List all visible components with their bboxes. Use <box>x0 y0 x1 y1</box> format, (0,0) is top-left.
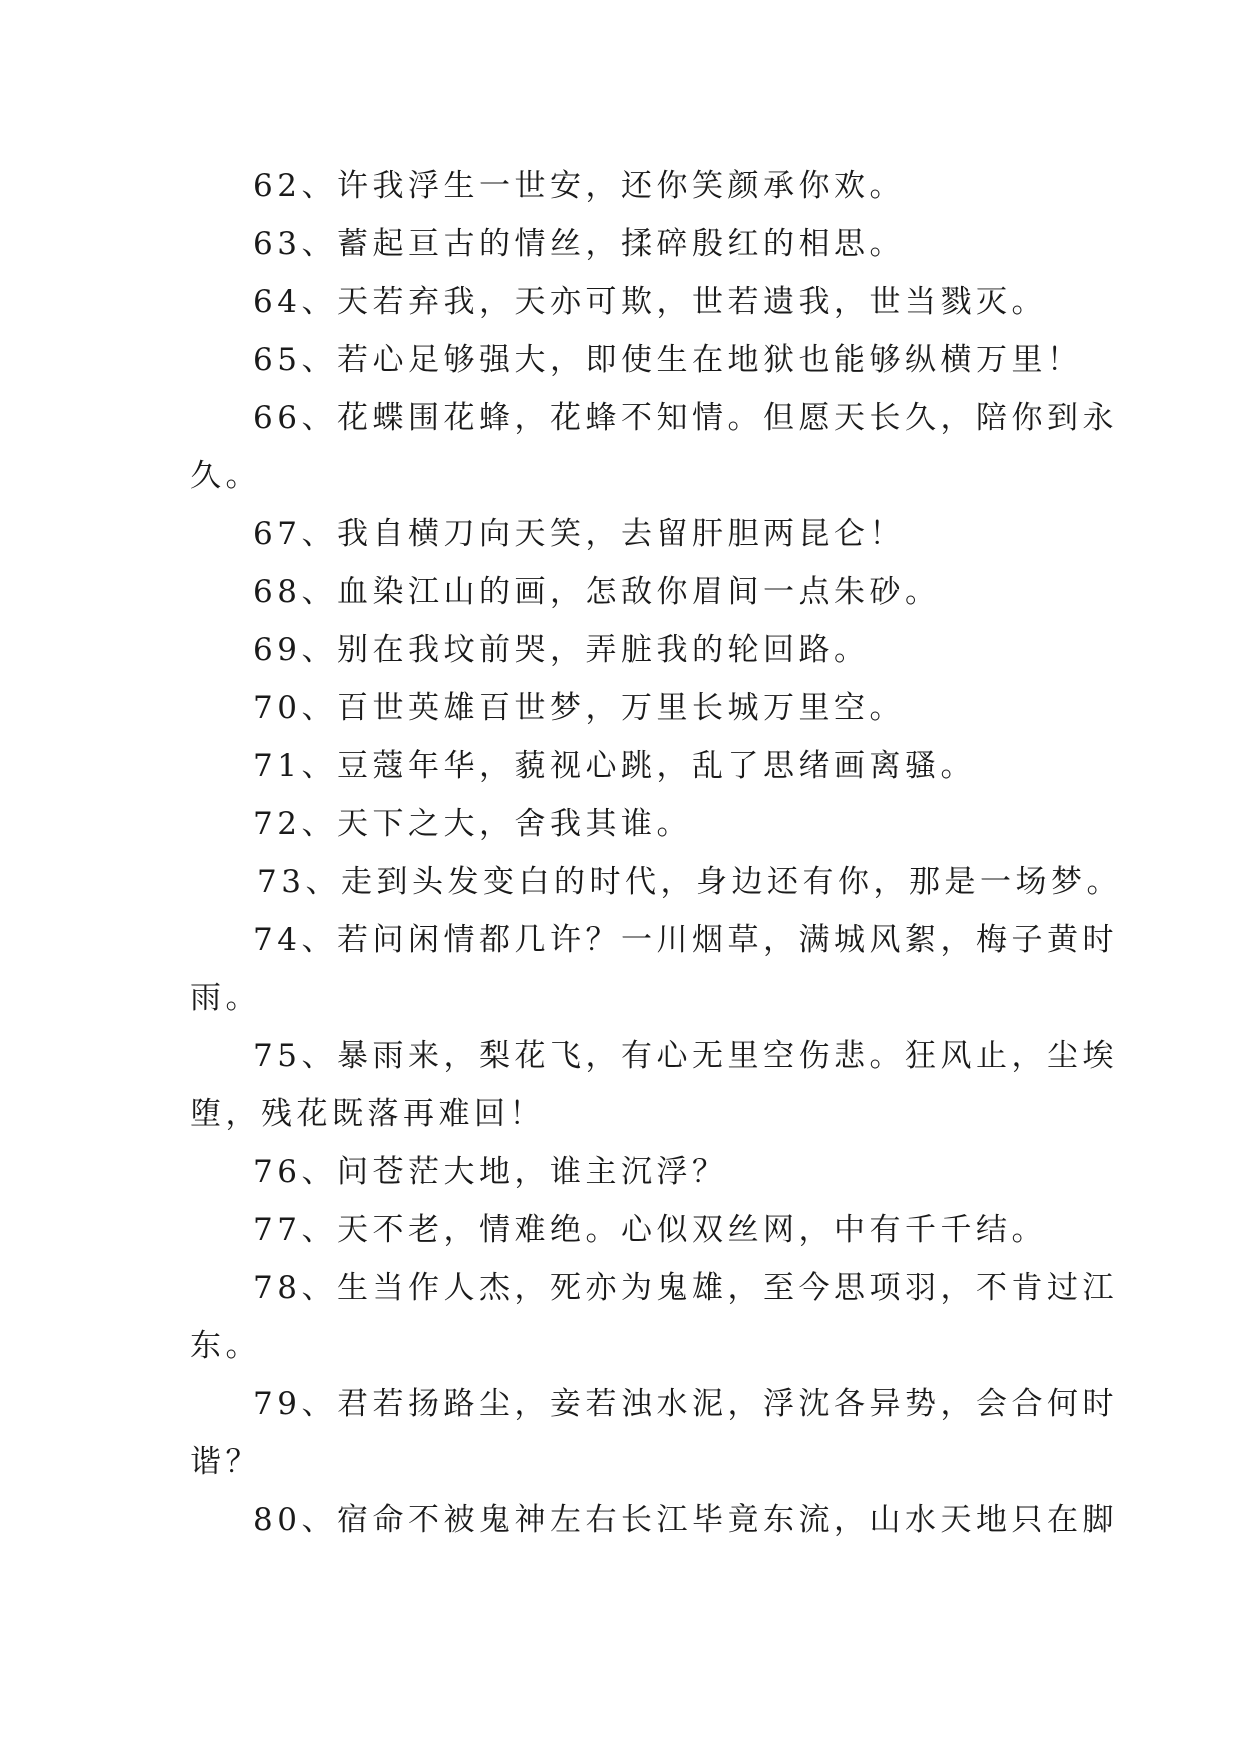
quote-80: 80、宿命不被鬼神左右长江毕竟东流，山水天地只在脚 <box>253 1502 1118 1538</box>
quote-79: 79、君若扬路尘，妾若浊水泥，浮沈各异势，会合何时 <box>253 1386 1118 1422</box>
quote-72: 72、天下之大，舍我其谁。 <box>253 806 692 842</box>
quote-65: 65、若心足够强大，即使生在地狱也能够纵横万里！ <box>253 342 1083 378</box>
quote-67: 67、我自横刀向天笑，去留肝胆两昆仑！ <box>253 516 905 552</box>
quote-78-continued: 东。 <box>190 1328 261 1364</box>
quote-77: 77、天不老，情难绝。心似双丝网，中有千千结。 <box>253 1212 1047 1248</box>
quote-62: 62、许我浮生一世安，还你笑颜承你欢。 <box>253 168 905 204</box>
quote-69: 69、别在我坟前哭，弄脏我的轮回路。 <box>253 632 870 668</box>
quote-71: 71、豆蔻年华，藐视心跳，乱了思绪画离骚。 <box>253 748 976 784</box>
quote-70: 70、百世英雄百世梦，万里长城万里空。 <box>253 690 905 726</box>
quote-76: 76、问苍茫大地，谁主沉浮？ <box>253 1154 728 1190</box>
quote-66: 66、花蝶围花蜂，花蜂不知情。但愿天长久，陪你到永 <box>253 400 1118 436</box>
quote-75: 75、暴雨来，梨花飞，有心无里空伤悲。狂风止，尘埃 <box>253 1038 1118 1074</box>
quote-66-continued: 久。 <box>190 458 261 494</box>
quote-63: 63、蓄起亘古的情丝，揉碎殷红的相思。 <box>253 226 905 262</box>
quote-64: 64、天若弃我，天亦可欺，世若遗我，世当戮灭。 <box>253 284 1047 320</box>
quote-74-continued: 雨。 <box>190 980 261 1016</box>
quote-78: 78、生当作人杰，死亦为鬼雄，至今思项羽，不肯过江 <box>253 1270 1118 1306</box>
quote-73: 73、走到头发变白的时代，身边还有你，那是一场梦。 <box>257 864 1122 900</box>
quote-75-continued: 堕，残花既落再难回！ <box>190 1096 545 1132</box>
quote-68: 68、血染江山的画，怎敌你眉间一点朱砂。 <box>253 574 941 610</box>
quote-74: 74、若问闲情都几许？一川烟草，满城风絮，梅子黄时 <box>253 922 1118 958</box>
quote-79-continued: 谐？ <box>190 1444 261 1480</box>
